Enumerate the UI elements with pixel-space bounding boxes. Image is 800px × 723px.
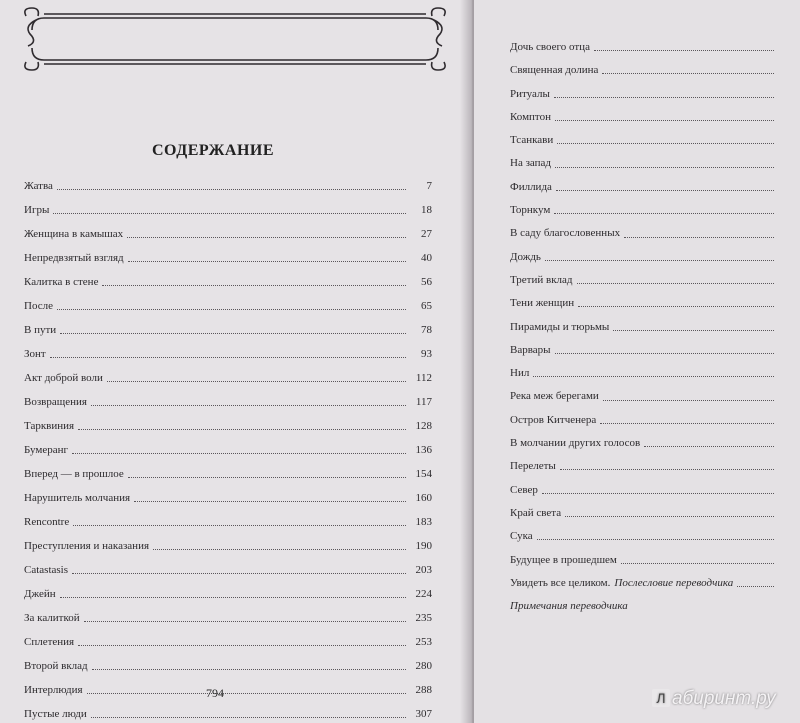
toc-leader-dots [554, 213, 774, 214]
toc-entry-title: Жатва [24, 180, 53, 192]
toc-entry-title: Catastasis [24, 564, 68, 576]
toc-entry-page: 128 [415, 420, 432, 432]
toc-entry-page: 203 [415, 564, 432, 576]
page-title: СОДЕРЖАНИЕ [152, 142, 275, 159]
toc-entry [24, 246, 432, 270]
toc-leader-dots [578, 306, 774, 307]
toc-entry-title: Увидеть все целиком. [510, 576, 611, 589]
toc-leader-dots [128, 477, 406, 478]
toc-entry-page: 18 [421, 204, 432, 216]
toc-entry [510, 152, 778, 175]
toc-leader-dots [555, 167, 774, 168]
toc-entry-title: Комптон [510, 110, 551, 123]
toc-entry [510, 339, 778, 362]
toc-entry-page: 183 [415, 516, 432, 528]
toc-entry-title: Сплетения [24, 636, 75, 648]
toc-entry-page: 154 [415, 468, 432, 480]
toc-entry-title: Женщина в камышах [24, 228, 124, 240]
toc-entry [24, 174, 432, 198]
toc-entry [510, 595, 778, 618]
toc-entry [510, 385, 778, 408]
toc-entry-title: На запад [510, 157, 552, 170]
toc-entry-page: 307 [415, 708, 432, 720]
toc-entry-title: Торнкум [510, 204, 551, 217]
toc-entry-page: 27 [421, 228, 432, 240]
toc-entry [24, 198, 432, 222]
toc-entry [24, 534, 432, 558]
toc-entry-title: Интерлюдия [24, 684, 83, 696]
toc-entry [510, 409, 778, 432]
toc-entry [510, 455, 778, 478]
toc-leader-dots [60, 597, 406, 598]
toc-entry-page: 190 [415, 540, 432, 552]
toc-leader-dots [737, 586, 774, 587]
toc-entry [510, 479, 778, 502]
toc-entry [510, 316, 778, 339]
toc-leader-dots [91, 717, 406, 718]
toc-entry-page: 160 [415, 492, 432, 504]
toc-leader-dots [624, 237, 774, 238]
toc-entry-page: 112 [415, 372, 432, 384]
toc-entry-title: Остров Китченера [510, 413, 597, 426]
toc-leader-dots [127, 237, 406, 238]
toc-leader-dots [555, 120, 774, 121]
toc-entry-page: 136 [415, 444, 432, 456]
toc-leader-dots [153, 549, 406, 550]
toc-leader-dots [554, 97, 774, 98]
toc-leader-dots [644, 446, 774, 447]
table-of-contents-right [510, 36, 778, 618]
toc-leader-dots [72, 453, 406, 454]
toc-entry [510, 269, 778, 292]
toc-entry [24, 366, 432, 390]
toc-entry [24, 294, 432, 318]
toc-entry-title: Нарушитель молчания [24, 492, 131, 504]
toc-entry [24, 606, 432, 630]
toc-entry-title: За калиткой [24, 612, 80, 624]
toc-entry-title: Пустые люди [24, 708, 87, 720]
toc-entry [24, 414, 432, 438]
toc-entry-page: 288 [415, 684, 432, 696]
toc-entry-title: Преступления и наказания [24, 540, 150, 552]
toc-entry-title: В молчании других голосов [510, 437, 641, 450]
toc-entry-title: Пирамиды и тюрьмы [510, 320, 610, 333]
toc-entry [24, 486, 432, 510]
toc-leader-dots [556, 190, 774, 191]
toc-entry-title: Второй вклад [24, 660, 88, 672]
toc-leader-dots [50, 357, 406, 358]
toc-entry-subtitle: Послесловие переводчика [614, 576, 734, 589]
toc-leader-dots [602, 73, 774, 74]
toc-leader-dots [92, 669, 406, 670]
toc-entry-title: В саду благословенных [510, 227, 621, 240]
toc-entry [24, 342, 432, 366]
toc-leader-dots [57, 189, 406, 190]
toc-entry [24, 390, 432, 414]
toc-entry [24, 582, 432, 606]
toc-entry-title: Север [510, 483, 538, 496]
toc-entry [24, 630, 432, 654]
toc-entry-title: Третий вклад [510, 273, 573, 286]
toc-entry-title: Зонт [24, 348, 46, 360]
toc-entry-page: 224 [415, 588, 432, 600]
toc-entry [510, 246, 778, 269]
toc-entry [510, 36, 778, 59]
toc-leader-dots [613, 330, 774, 331]
toc-entry-title: Возвращения [24, 396, 87, 408]
toc-entry [24, 558, 432, 582]
toc-entry-title: Вперед — в прошлое [24, 468, 124, 480]
toc-leader-dots [560, 469, 774, 470]
watermark-logo-icon: Л [652, 689, 670, 707]
toc-entry-page: 56 [421, 276, 432, 288]
ornamental-header-frame [20, 4, 450, 74]
toc-leader-dots [53, 213, 406, 214]
toc-entry-title: Ритуалы [510, 87, 550, 100]
toc-leader-dots [577, 283, 774, 284]
toc-entry-title: Дождь [510, 250, 541, 263]
toc-entry-title: Нил [510, 367, 530, 380]
page-number: 794 [206, 686, 224, 700]
toc-entry-page: 280 [415, 660, 432, 672]
toc-entry [24, 678, 432, 702]
toc-entry-page: 253 [415, 636, 432, 648]
toc-entry-title: Калитка в стене [24, 276, 99, 288]
toc-entry [24, 462, 432, 486]
toc-entry [510, 129, 778, 152]
toc-entry [510, 83, 778, 106]
toc-entry-page: 7 [426, 180, 432, 192]
toc-entry-title: Бумеранг [24, 444, 69, 456]
toc-entry-title: Примечания переводчика [510, 600, 628, 613]
toc-leader-dots [91, 405, 406, 406]
toc-entry [510, 549, 778, 572]
toc-entry-title: Филлида [510, 180, 552, 193]
toc-entry-title: Священная долина [510, 64, 599, 77]
toc-entry-page: 117 [415, 396, 432, 408]
toc-leader-dots [542, 493, 774, 494]
toc-entry-title: Тарквиния [24, 420, 75, 432]
toc-entry-title: Джейн [24, 588, 56, 600]
toc-leader-dots [533, 376, 774, 377]
toc-entry [24, 654, 432, 678]
toc-entry [24, 702, 432, 723]
toc-leader-dots [60, 333, 406, 334]
toc-entry [510, 362, 778, 385]
toc-leader-dots [87, 693, 406, 694]
watermark-text: абиринт.ру [672, 688, 776, 709]
toc-entry [510, 502, 778, 525]
toc-entry [510, 572, 778, 595]
toc-entry-title: Непредвзятый взгляд [24, 252, 124, 264]
toc-entry [510, 222, 778, 245]
toc-entry-title: После [24, 300, 53, 312]
toc-leader-dots [72, 573, 406, 574]
toc-leader-dots [621, 563, 774, 564]
table-of-contents-left [24, 174, 432, 723]
toc-leader-dots [565, 516, 774, 517]
toc-leader-dots [603, 400, 774, 401]
watermark-logo [652, 688, 800, 716]
toc-entry-page: 78 [421, 324, 432, 336]
toc-leader-dots [545, 260, 774, 261]
toc-leader-dots [107, 381, 406, 382]
toc-entry-title: Перелеты [510, 460, 556, 473]
toc-entry [510, 59, 778, 82]
toc-leader-dots [134, 501, 406, 502]
toc-entry [510, 432, 778, 455]
toc-entry [510, 292, 778, 315]
toc-leader-dots [594, 50, 774, 51]
toc-entry-title: Rencontre [24, 516, 70, 528]
toc-entry-title: Край света [510, 506, 562, 519]
toc-entry-title: В пути [24, 324, 57, 336]
toc-leader-dots [84, 621, 406, 622]
toc-leader-dots [557, 143, 774, 144]
toc-entry-title: Сука [510, 530, 533, 543]
toc-entry [510, 525, 778, 548]
toc-entry [24, 270, 432, 294]
toc-entry [24, 438, 432, 462]
toc-entry-page: 93 [421, 348, 432, 360]
toc-leader-dots [128, 261, 406, 262]
toc-leader-dots [555, 353, 774, 354]
toc-entry [510, 176, 778, 199]
toc-entry-title: Тени женщин [510, 297, 575, 310]
toc-leader-dots [600, 423, 774, 424]
toc-entry-title: Река меж берегами [510, 390, 599, 403]
toc-entry [510, 106, 778, 129]
toc-entry-page: 235 [415, 612, 432, 624]
toc-entry-page: 65 [421, 300, 432, 312]
toc-entry-title: Игры [24, 204, 50, 216]
toc-entry-page: 40 [421, 252, 432, 264]
toc-entry-title: Будущее в прошедшем [510, 553, 617, 566]
toc-entry [24, 318, 432, 342]
toc-leader-dots [537, 539, 774, 540]
toc-leader-dots [73, 525, 406, 526]
toc-entry-title: Варвары [510, 343, 551, 356]
toc-entry [510, 199, 778, 222]
toc-leader-dots [102, 285, 406, 286]
toc-entry-title: Тсанкави [510, 134, 554, 147]
toc-leader-dots [57, 309, 406, 310]
toc-entry-title: Акт доброй воли [24, 372, 103, 384]
toc-entry [24, 510, 432, 534]
toc-leader-dots [78, 645, 406, 646]
toc-leader-dots [78, 429, 406, 430]
toc-entry-title: Дочь своего отца [510, 41, 590, 53]
toc-entry [24, 222, 432, 246]
